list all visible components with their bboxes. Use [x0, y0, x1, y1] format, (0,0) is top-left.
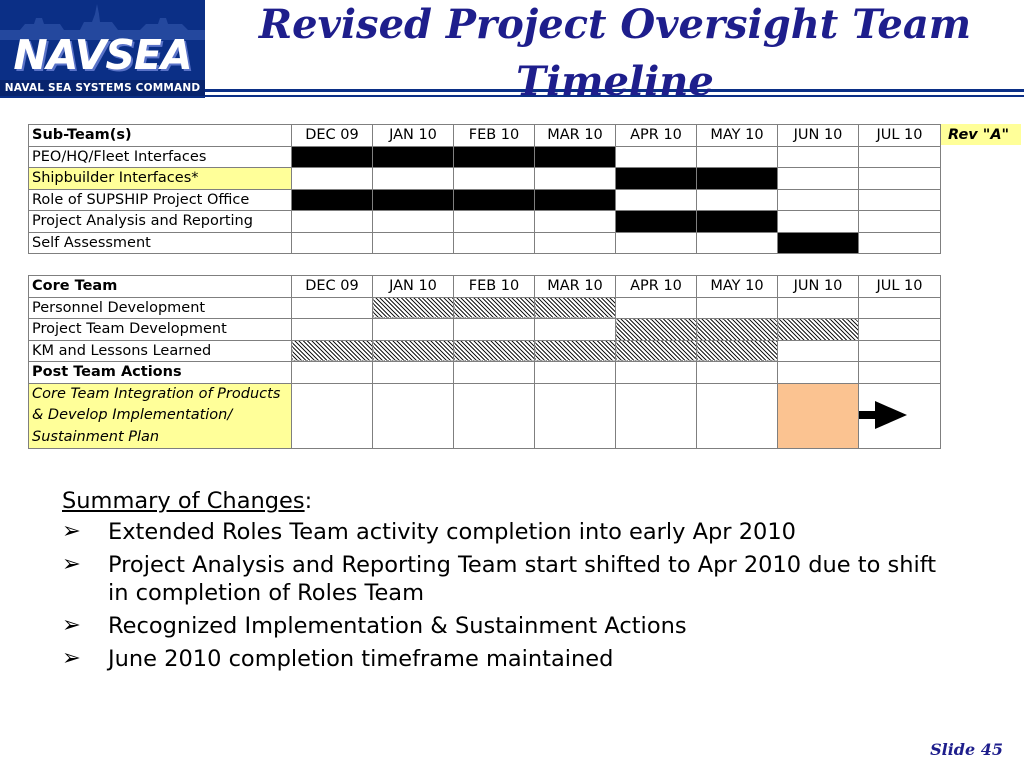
gantt-empty-cell [697, 362, 778, 384]
table-row [29, 340, 941, 362]
table-row [29, 146, 941, 168]
gantt-empty-cell [778, 297, 859, 319]
revision-label: Rev "A" [941, 124, 1021, 145]
arrow-bullet-icon: ➢ [62, 645, 81, 671]
gantt-empty-cell [292, 319, 373, 341]
gantt-empty-cell [778, 211, 859, 233]
table-row [29, 168, 941, 190]
gantt-empty-cell [859, 232, 941, 254]
table-row [29, 189, 941, 211]
gantt-bar-cell [373, 146, 454, 168]
team-label: KM and Lessons Learned [29, 340, 292, 362]
list-item-text: Project Analysis and Reporting Team start shifted to Apr 2010 due to shift in completion of Roles Team [108, 552, 937, 606]
gantt-empty-cell [292, 383, 373, 449]
gantt-empty-cell [778, 146, 859, 168]
label-line: Core Team Integration of Products [32, 385, 281, 402]
continuation-arrow-icon [859, 397, 893, 437]
month-header: APR 10 [616, 276, 697, 298]
gantt-bar-cell [535, 146, 616, 168]
gantt-bar-cell [697, 168, 778, 190]
gantt-empty-cell [535, 232, 616, 254]
subteam-timeline-table [28, 124, 941, 254]
gantt-empty-cell [778, 168, 859, 190]
summary-list [62, 518, 962, 673]
month-header: JUN 10 [778, 276, 859, 298]
list-item-text: Extended Roles Team activity completion into early Apr 2010 [108, 519, 796, 545]
gantt-empty-cell [859, 297, 941, 319]
gantt-empty-cell [778, 362, 859, 384]
summary-heading: Summary of Changes [62, 488, 305, 514]
month-header: MAR 10 [535, 276, 616, 298]
gantt-bar-cell [454, 297, 535, 319]
gantt-bar-cell [454, 189, 535, 211]
gantt-empty-cell [697, 232, 778, 254]
gantt-empty-cell [292, 297, 373, 319]
gantt-bar-cell [454, 340, 535, 362]
gantt-empty-cell [292, 232, 373, 254]
summary-of-changes: Summary of Changes: ➢ Extended Roles Team activity completion into early Apr 2010 ➢ Project Analysis and Reporting Team start shifted to Apr 2010 due to shift in completion of Roles Team ➢ Recognized Implementation & Sustainment Actions ➢ June 2010 completion timeframe maintained [62, 487, 962, 678]
gantt-empty-cell [697, 297, 778, 319]
team-label: Role of SUPSHIP Project Office [29, 189, 292, 211]
team-header: Sub-Team(s) [29, 125, 292, 147]
gantt-bar-cell [292, 189, 373, 211]
month-header: JAN 10 [373, 125, 454, 147]
gantt-bar-cell [859, 383, 941, 449]
gantt-bar-cell [778, 383, 859, 449]
gantt-empty-cell [454, 168, 535, 190]
arrow-bullet-icon: ➢ [62, 551, 81, 577]
month-header: JUL 10 [859, 125, 941, 147]
gantt-empty-cell [697, 383, 778, 449]
gantt-empty-cell [859, 362, 941, 384]
gantt-empty-cell [616, 232, 697, 254]
gantt-bar-cell [454, 146, 535, 168]
month-header: MAY 10 [697, 125, 778, 147]
list-item-text: Recognized Implementation & Sustainment Actions [108, 613, 687, 639]
month-header: JAN 10 [373, 276, 454, 298]
team-label: Shipbuilder Interfaces* [29, 168, 292, 190]
navsea-logo-text: NAVSEA [13, 31, 192, 79]
slide-number: Slide 45 [930, 740, 1003, 759]
month-header: APR 10 [616, 125, 697, 147]
month-header: FEB 10 [454, 125, 535, 147]
gantt-empty-cell [859, 340, 941, 362]
gantt-bar-cell [616, 211, 697, 233]
gantt-empty-cell [616, 189, 697, 211]
gantt-empty-cell [778, 340, 859, 362]
gantt-empty-cell [859, 189, 941, 211]
gantt-empty-cell [697, 189, 778, 211]
gantt-bar-cell [535, 297, 616, 319]
gantt-empty-cell [373, 232, 454, 254]
gantt-empty-cell [616, 146, 697, 168]
gantt-empty-cell [859, 211, 941, 233]
gantt-bar-cell [373, 189, 454, 211]
team-label: Self Assessment [29, 232, 292, 254]
gantt-empty-cell [454, 383, 535, 449]
gantt-bar-cell [292, 340, 373, 362]
month-header: JUN 10 [778, 125, 859, 147]
post-team-action-label [29, 383, 292, 449]
gantt-bar-cell [535, 189, 616, 211]
gantt-empty-cell [292, 211, 373, 233]
slide-title: Revised Project Oversight Team Timeline [258, 1, 972, 105]
header-row [29, 276, 941, 298]
gantt-empty-cell [535, 319, 616, 341]
post-team-header-row [29, 362, 941, 384]
list-item [62, 612, 962, 640]
gantt-bar-cell [373, 297, 454, 319]
team-label: Project Team Development [29, 319, 292, 341]
gantt-bar-cell [778, 232, 859, 254]
month-header: DEC 09 [292, 125, 373, 147]
gantt-empty-cell [616, 297, 697, 319]
team-label: Personnel Development [29, 297, 292, 319]
gantt-empty-cell [778, 189, 859, 211]
gantt-empty-cell [292, 362, 373, 384]
gantt-empty-cell [616, 362, 697, 384]
list-item [62, 518, 962, 546]
month-header: FEB 10 [454, 276, 535, 298]
month-header: MAR 10 [535, 125, 616, 147]
gantt-empty-cell [697, 146, 778, 168]
gantt-bar-cell [373, 340, 454, 362]
table-row [29, 232, 941, 254]
table-row [29, 297, 941, 319]
gantt-empty-cell [535, 168, 616, 190]
month-header: JUL 10 [859, 276, 941, 298]
gantt-bar-cell [616, 340, 697, 362]
gantt-empty-cell [535, 362, 616, 384]
list-item-text: June 2010 completion timeframe maintained [108, 646, 614, 672]
gantt-empty-cell [373, 168, 454, 190]
core-team-timeline-table [28, 275, 941, 449]
team-header: Core Team [29, 276, 292, 298]
gantt-bar-cell [535, 340, 616, 362]
gantt-empty-cell [859, 146, 941, 168]
table-row [29, 319, 941, 341]
arrow-bullet-icon: ➢ [62, 518, 81, 544]
gantt-bar-cell [697, 340, 778, 362]
label-line: Sustainment Plan [32, 428, 160, 445]
gantt-empty-cell [859, 168, 941, 190]
post-team-header: Post Team Actions [29, 362, 292, 384]
gantt-empty-cell [535, 211, 616, 233]
navsea-logo-subtitle: NAVAL SEA SYSTEMS COMMAND [0, 80, 205, 96]
gantt-bar-cell [616, 168, 697, 190]
header-row [29, 125, 941, 147]
gantt-empty-cell [859, 319, 941, 341]
gantt-bar-cell [292, 146, 373, 168]
arrow-bullet-icon: ➢ [62, 612, 81, 638]
gantt-empty-cell [373, 362, 454, 384]
gantt-empty-cell [454, 362, 535, 384]
gantt-empty-cell [373, 383, 454, 449]
gantt-empty-cell [454, 211, 535, 233]
month-header: MAY 10 [697, 276, 778, 298]
gantt-bar-cell [697, 319, 778, 341]
navsea-logo [0, 0, 205, 98]
gantt-empty-cell [535, 383, 616, 449]
gantt-bar-cell [697, 211, 778, 233]
gantt-empty-cell [373, 319, 454, 341]
table-row [29, 211, 941, 233]
table-row [29, 383, 941, 449]
gantt-empty-cell [292, 168, 373, 190]
month-header: DEC 09 [292, 276, 373, 298]
gantt-empty-cell [373, 211, 454, 233]
gantt-bar-cell [616, 319, 697, 341]
gantt-empty-cell [454, 232, 535, 254]
team-label: PEO/HQ/Fleet Interfaces [29, 146, 292, 168]
label-line: & Develop Implementation/ [32, 407, 233, 423]
team-label: Project Analysis and Reporting [29, 211, 292, 233]
list-item [62, 551, 962, 607]
gantt-empty-cell [616, 383, 697, 449]
list-item [62, 645, 962, 673]
gantt-empty-cell [454, 319, 535, 341]
gantt-bar-cell [778, 319, 859, 341]
